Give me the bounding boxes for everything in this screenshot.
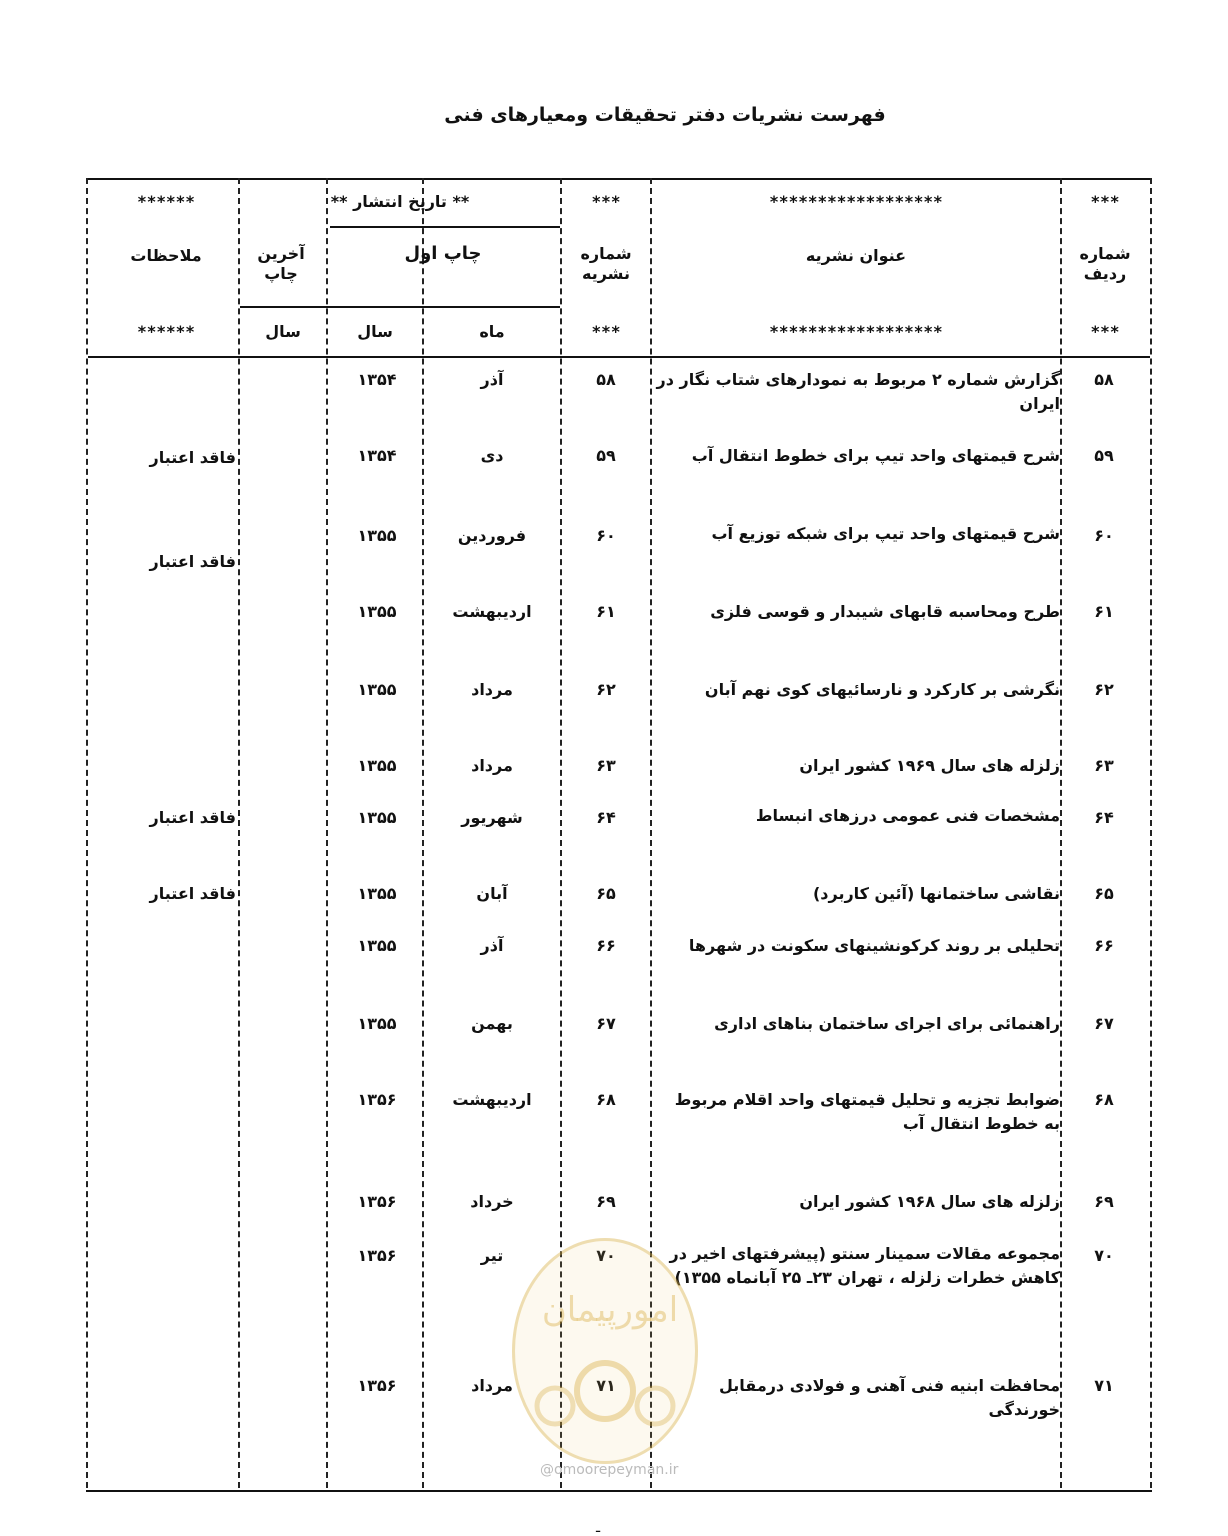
row-pub-number: ۵۹	[596, 446, 616, 465]
column-divider	[326, 178, 328, 1488]
column-divider	[238, 178, 240, 1488]
row-month: مرداد	[471, 680, 513, 699]
row-pub-number: ۶۰	[596, 526, 616, 545]
header-pub-title: عنوان نشریه	[805, 246, 907, 265]
row-month: فروردین	[457, 526, 527, 545]
page-mark: ـ	[596, 1520, 601, 1536]
row-title: زلزله های سال ۱۹۶۹ کشور ایران	[799, 756, 1060, 775]
row-year: ۱۳۵۶	[357, 1246, 397, 1265]
row-number: ۷۱	[1094, 1376, 1114, 1395]
header-stars-pubnum: ***	[591, 192, 621, 211]
row-title: تحلیلی بر روند کرکونشینهای سکونت در شهرها	[688, 936, 1060, 955]
row-year: ۱۳۵۵	[357, 884, 397, 903]
row-title: شرح قیمتهای واحد تیپ برای خطوط انتقال آب	[691, 446, 1060, 465]
row-year: ۱۳۵۴	[357, 446, 397, 465]
row-pub-number: ۶۵	[596, 884, 616, 903]
row-number: ۶۶	[1094, 936, 1114, 955]
row-pub-number: ۶۴	[596, 808, 616, 827]
row-year: ۱۳۵۵	[357, 602, 397, 621]
row-year: ۱۳۵۶	[357, 1376, 397, 1395]
watermark-site: @omoorepeyman.ir	[540, 1462, 679, 1478]
row-title: شرح قیمتهای واحد تیپ برای شبکه توزیع آب	[711, 524, 1060, 543]
row-year: ۱۳۵۵	[357, 680, 397, 699]
row-number: ۶۸	[1094, 1090, 1114, 1109]
row-title: محافظت ابنیه فنی آهنی و فولادی درمقابل خورندگی	[719, 1376, 1060, 1419]
row-pub-number: ۷۱	[596, 1376, 616, 1395]
header-year-last: سال	[265, 322, 301, 341]
row-month: خرداد	[470, 1192, 514, 1211]
row-pub-number: ۶۱	[596, 602, 616, 621]
row-month: مرداد	[471, 1376, 513, 1395]
row-number: ۵۸	[1094, 370, 1114, 389]
watermark-logo	[512, 1238, 698, 1464]
row-month: آذر	[480, 370, 504, 389]
row-number: ۶۱	[1094, 602, 1114, 621]
row-pub-number: ۶۶	[596, 936, 616, 955]
header-row-number: شماره ردیف	[1079, 244, 1131, 283]
svg-text:امورپیمان: امورپیمان	[541, 1290, 679, 1330]
header-stars-rownum: ***	[1090, 192, 1120, 211]
row-pub-number: ۶۷	[596, 1014, 616, 1033]
column-divider	[86, 178, 88, 1488]
header-pub-number: شماره نشریه	[580, 244, 632, 283]
row-month: اردیبهشت	[452, 1090, 532, 1109]
header-stars-remarks-2: ******	[137, 322, 195, 341]
row-title: نقاشی ساختمانها (آئین کاربرد)	[812, 884, 1060, 903]
row-number: ۶۵	[1094, 884, 1114, 903]
row-number: ۶۳	[1094, 756, 1114, 775]
header-last-print: آخرین چاپ	[257, 244, 305, 283]
page-title: فهرست نشریات دفتر تحقیقات ومعیارهای فنی	[444, 104, 886, 126]
row-remark: فاقد اعتبار	[149, 552, 236, 571]
gear-logo-icon	[515, 1241, 695, 1461]
row-title: گزارش شماره ۲ مربوط به نمودارهای شتاب نگار در ایران	[656, 370, 1060, 413]
row-number: ۵۹	[1094, 446, 1114, 465]
row-month: شهریور	[461, 808, 523, 827]
row-number: ۷۰	[1094, 1246, 1114, 1265]
row-year: ۱۳۵۶	[357, 1192, 397, 1211]
row-year: ۱۳۵۴	[357, 370, 397, 389]
row-title: نگرشی بر کارکرد و نارسائیهای کوی نهم آبان	[704, 680, 1060, 699]
header-rule	[88, 356, 1150, 358]
row-pub-number: ۶۳	[596, 756, 616, 775]
row-year: ۱۳۵۵	[357, 936, 397, 955]
row-month: بهمن	[471, 1014, 513, 1033]
row-title: مشخصات فنی عمومی درزهای انبساط	[755, 806, 1060, 825]
column-divider	[1150, 178, 1152, 1488]
header-month: ماه	[479, 322, 505, 341]
row-title: زلزله های سال ۱۹۶۸ کشور ایران	[799, 1192, 1060, 1211]
row-year: ۱۳۵۵	[357, 756, 397, 775]
header-stars-title-2: ******************	[769, 322, 943, 341]
header-stars-remarks: ******	[137, 192, 195, 211]
row-remark: فاقد اعتبار	[149, 884, 236, 903]
row-month: اردیبهشت	[452, 602, 532, 621]
row-month: آذر	[480, 936, 504, 955]
row-month: دی	[480, 446, 504, 465]
header-rule	[240, 306, 560, 308]
header-remarks: ملاحظات	[130, 246, 202, 265]
header-stars-title: ******************	[769, 192, 943, 211]
row-month: تیر	[480, 1246, 504, 1265]
row-pub-number: ۶۹	[596, 1192, 616, 1211]
row-year: ۱۳۵۵	[357, 526, 397, 545]
row-title: راهنمائی برای اجرای ساختمان بناهای اداری	[714, 1014, 1060, 1033]
row-pub-number: ۵۸	[596, 370, 616, 389]
header-year-first: سال	[357, 322, 393, 341]
row-title: مجموعه مقالات سمینار سنتو (پیشرفتهای اخیر در کاهش خطرات زلزله ، تهران ۲۳ـ ۲۵ آبانماه ۱۳۵۵)	[669, 1244, 1060, 1287]
row-month: آبان	[476, 884, 508, 903]
row-title: ضوابط تجزیه و تحلیل قیمتهای واحد اقلام مربوط به خطوط انتقال آب	[674, 1090, 1060, 1133]
row-number: ۶۲	[1094, 680, 1114, 699]
row-title: طرح ومحاسبه قابهای شیبدار و قوسی فلزی	[710, 602, 1060, 621]
row-month: مرداد	[471, 756, 513, 775]
row-year: ۱۳۵۵	[357, 1014, 397, 1033]
header-stars-rownum-2: ***	[1090, 322, 1120, 341]
row-number: ۶۷	[1094, 1014, 1114, 1033]
row-number: ۶۹	[1094, 1192, 1114, 1211]
row-pub-number: ۶۸	[596, 1090, 616, 1109]
row-year: ۱۳۵۵	[357, 808, 397, 827]
header-date-group: ** تاریخ انتشار **	[330, 192, 470, 211]
header-first-print: چاپ اول	[404, 243, 482, 264]
row-pub-number: ۶۲	[596, 680, 616, 699]
row-number: ۶۰	[1094, 526, 1114, 545]
header-stars-pubnum-2: ***	[591, 322, 621, 341]
column-divider	[1060, 178, 1062, 1488]
header-rule	[330, 226, 560, 228]
row-year: ۱۳۵۶	[357, 1090, 397, 1109]
row-remark: فاقد اعتبار	[149, 808, 236, 827]
column-divider	[422, 178, 424, 1488]
row-remark: فاقد اعتبار	[149, 448, 236, 467]
row-pub-number: ۷۰	[596, 1246, 616, 1265]
row-number: ۶۴	[1094, 808, 1114, 827]
